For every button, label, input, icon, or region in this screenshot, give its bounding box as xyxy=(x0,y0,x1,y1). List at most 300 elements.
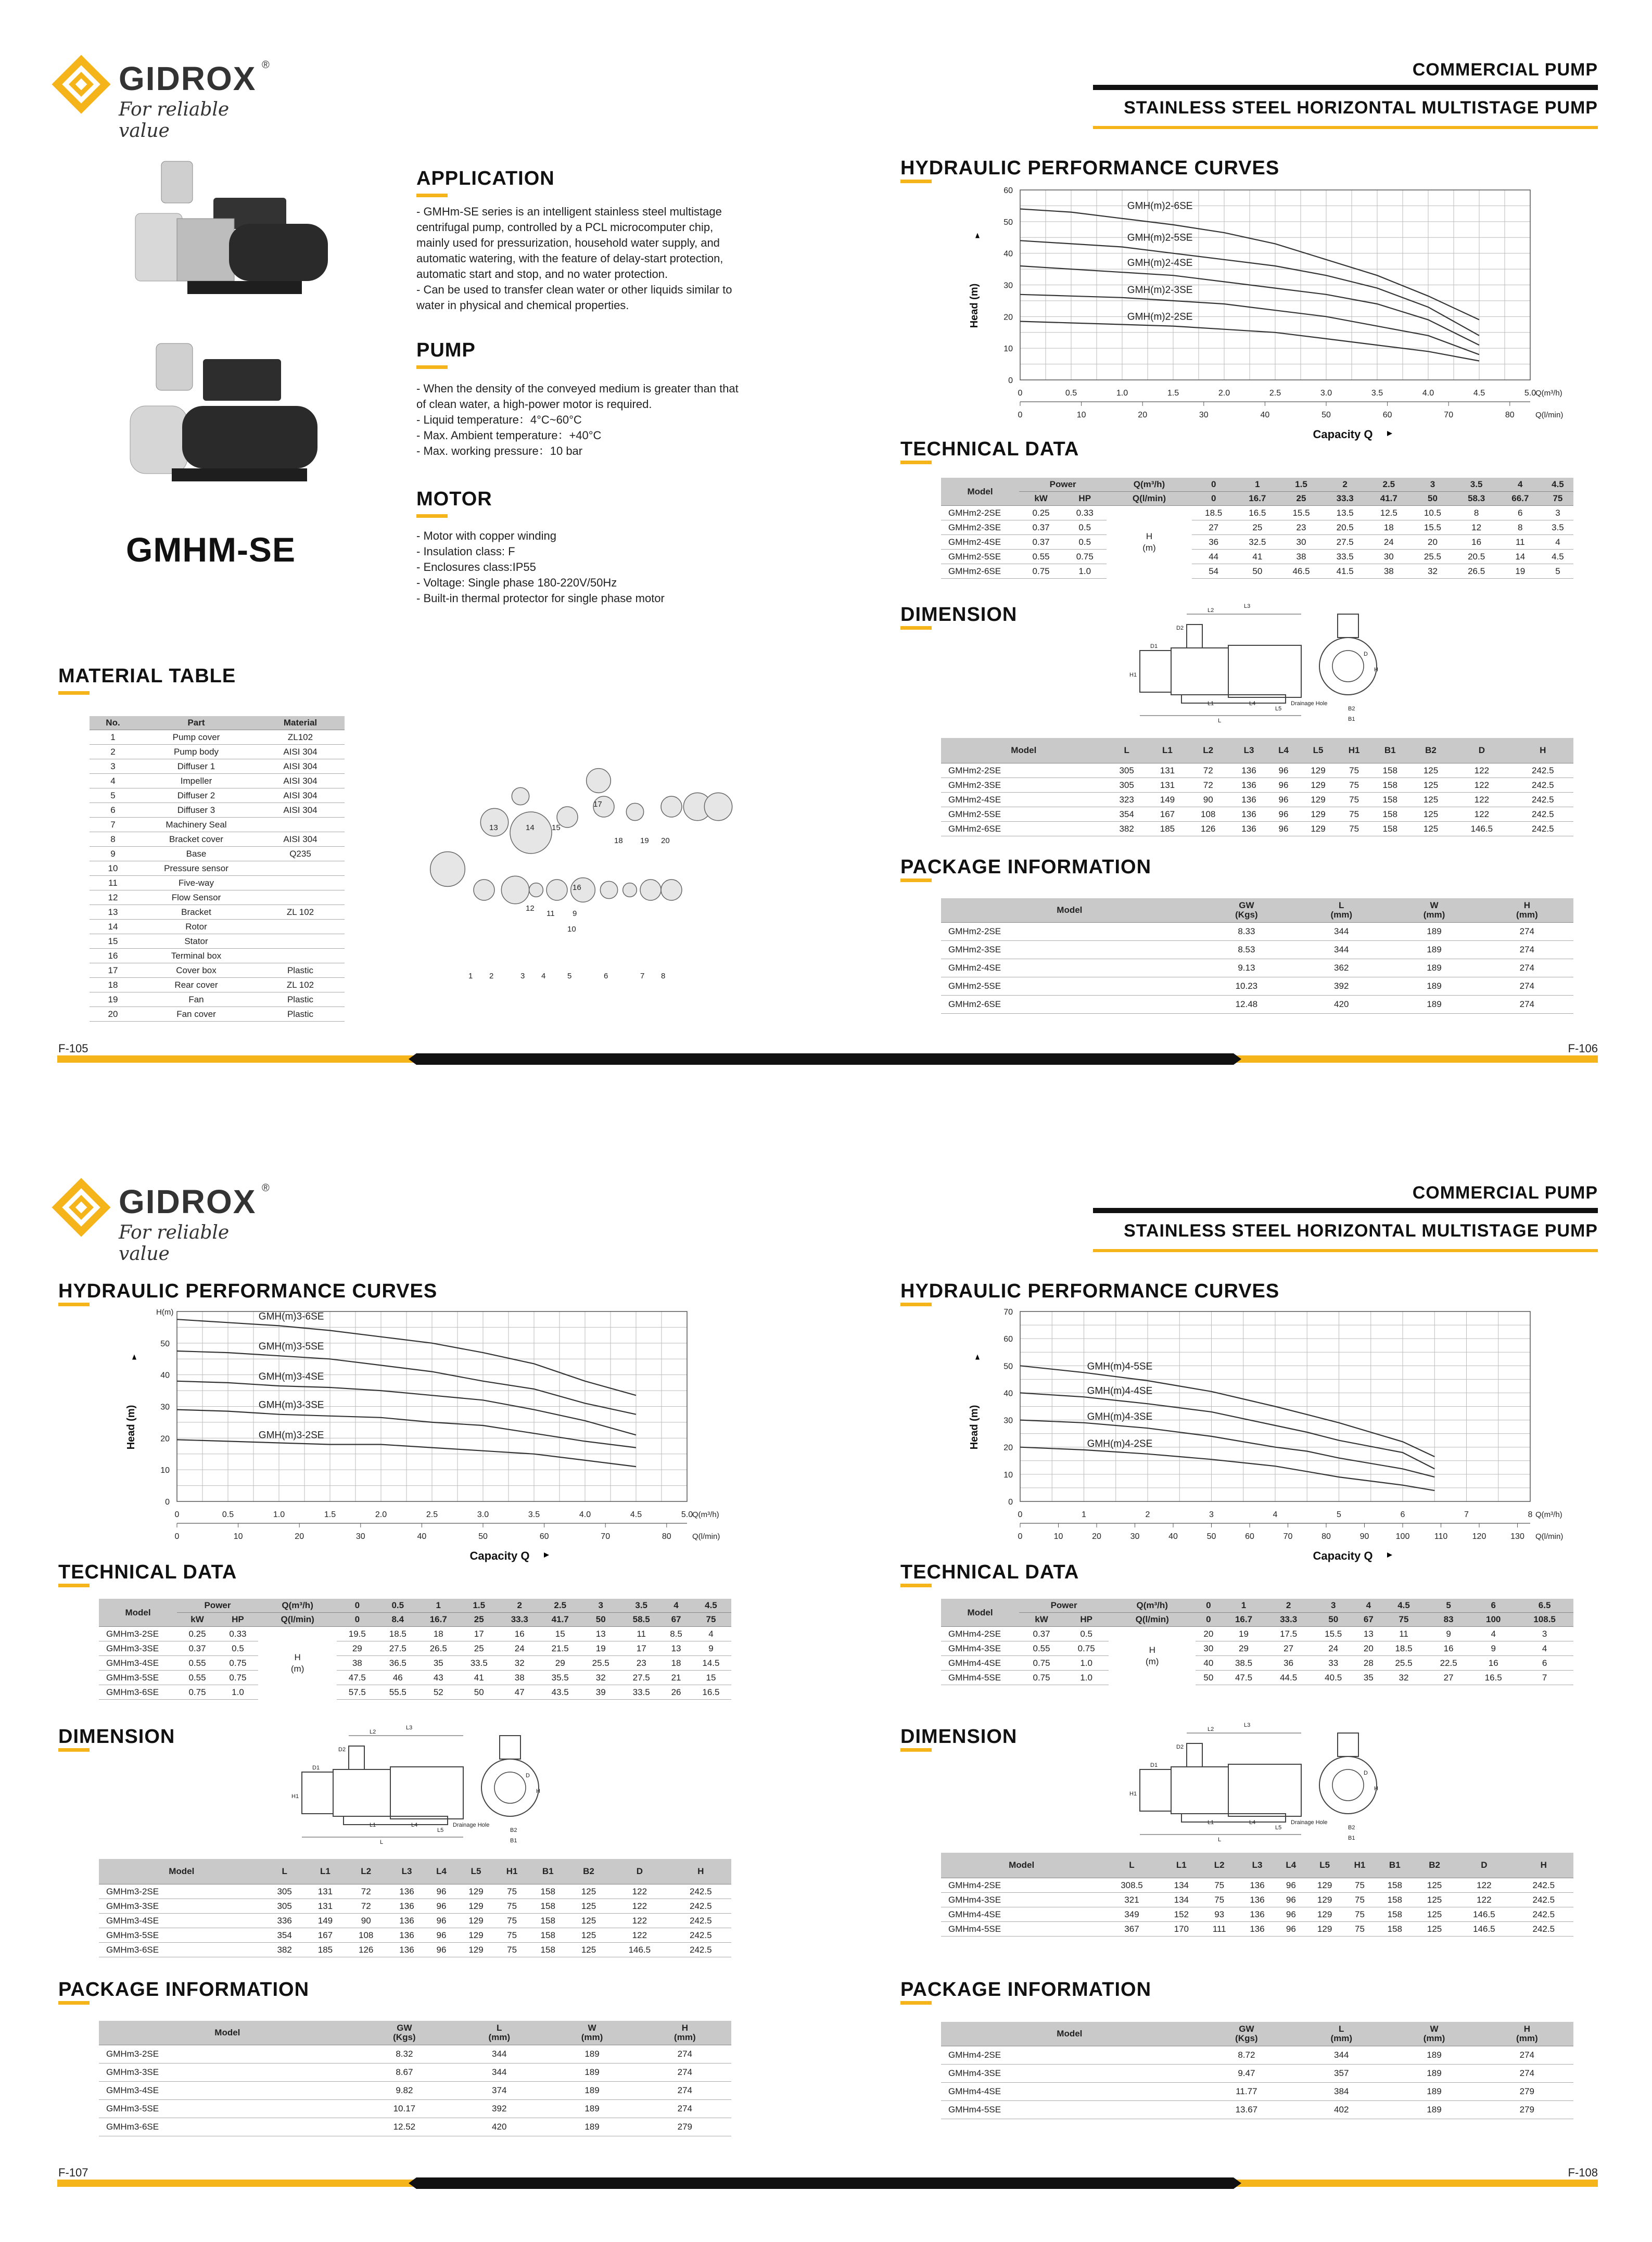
q-unit-label: Q(m³/h) xyxy=(1535,389,1562,398)
x-tick-label: 4.0 xyxy=(579,1510,591,1519)
application-text: - GMHm-SE series is an intelligent stainless steel multistage centrifugal pump, controlled by a PCL microcomputer chip, mainly used for pressurization, household water supply, and automatic watering, with the feature of delay-start protection, automatic start and stop, and no water protection. - Can be used to transfer clean water or other liquids similar to water in physical and chemical properties. xyxy=(416,205,732,312)
exploded-label: 20 xyxy=(661,836,670,845)
dim-label: L5 xyxy=(1275,1825,1282,1831)
dim-label: L3 xyxy=(1244,603,1251,609)
base xyxy=(344,1816,448,1825)
exploded-label: 2 xyxy=(489,972,494,980)
tech-row: GMHm4-3SE 0.55 0.75 30 29 27 24 20 18.5 16 9 4 xyxy=(941,1641,1573,1656)
side-view-inner xyxy=(1332,651,1364,682)
dim-label: B1 xyxy=(1348,716,1355,722)
x-tick-label: 4.0 xyxy=(1422,389,1434,398)
y-tick-label: 20 xyxy=(1003,313,1013,322)
y-tick-label: 50 xyxy=(1003,218,1013,227)
tech-row: GMHm3-2SE 0.25 0.33 H (m) 19.5 18.5 18 17 16 15 13 11 8.5 4 xyxy=(99,1627,731,1641)
dim-label: L2 xyxy=(1208,1726,1214,1733)
material-row: 9 Base Q235 xyxy=(90,847,345,861)
exploded-label: 6 xyxy=(604,972,608,980)
x2-tick-label: 110 xyxy=(1434,1532,1448,1541)
exploded-label: 10 xyxy=(567,925,576,934)
x-axis-label: Capacity Q xyxy=(1313,1549,1373,1562)
dim-label: H xyxy=(1374,1786,1378,1792)
dim-label: L4 xyxy=(411,1822,418,1828)
y-axis-arrow-icon xyxy=(975,1355,980,1360)
material-row: 8 Bracket cover AISI 304 xyxy=(90,832,345,847)
material-row: 5 Diffuser 2 AISI 304 xyxy=(90,788,345,803)
x2-tick-label: 30 xyxy=(1130,1532,1140,1541)
x2-tick-label: 70 xyxy=(1283,1532,1293,1541)
x2-tick-label: 60 xyxy=(1245,1532,1254,1541)
x2-tick-label: 50 xyxy=(1206,1532,1216,1541)
exploded-label: 8 xyxy=(661,972,666,980)
tech-row: GMHm2-2SE 0.25 0.33 H (m) 18.5 16.5 15.5 13.5 12.5 10.5 8 6 3 xyxy=(941,506,1573,520)
x2-tick-label: 20 xyxy=(1092,1532,1101,1541)
dim-label: B1 xyxy=(510,1838,517,1844)
lmin-unit-label: Q(l/min) xyxy=(1535,1532,1564,1541)
x-tick-label: 1.0 xyxy=(273,1510,285,1519)
material-row: 17 Cover box Plastic xyxy=(90,963,345,978)
y-tick-label: 0 xyxy=(165,1498,170,1507)
material-row: 14 Rotor xyxy=(90,920,345,934)
material-row: 20 Fan cover Plastic xyxy=(90,1007,345,1022)
exploded-part xyxy=(547,880,567,900)
x2-tick-label: 20 xyxy=(1138,411,1148,419)
pkg-row: GMHm2-6SE 12.48 420 189 274 xyxy=(941,996,1573,1014)
series-label: GMH(m)4-2SE xyxy=(1087,1438,1153,1449)
x-tick-label: 3.5 xyxy=(1371,389,1383,398)
dim-label: H xyxy=(1374,667,1378,673)
material-row: 7 Machinery Seal xyxy=(90,818,345,832)
dim-label: D xyxy=(526,1773,530,1779)
dim-label: Drainage Hole xyxy=(1291,700,1328,707)
motor-title: MOTOR xyxy=(416,488,492,510)
x2-tick-label: 80 xyxy=(662,1532,671,1541)
tech-row: GMHm2-5SE 0.55 0.75 44 41 38 33.5 30 25.5 20.5 14 4.5 xyxy=(941,550,1573,564)
y-tick-label: 10 xyxy=(160,1466,170,1475)
outlet xyxy=(1187,625,1202,648)
header-category: COMMERCIAL PUMP xyxy=(1412,60,1598,80)
exploded-label: 15 xyxy=(552,823,561,832)
dim-label: L2 xyxy=(1208,607,1214,614)
x-tick-label: 0 xyxy=(1018,1510,1023,1519)
pkg-row: GMHm2-4SE 9.13 362 189 274 xyxy=(941,959,1573,977)
x-tick-label: 4.5 xyxy=(630,1510,642,1519)
dim-label: H xyxy=(536,1788,540,1794)
tech-title-p107: TECHNICAL DATA xyxy=(58,1561,237,1583)
x-axis-arrow-icon xyxy=(1387,431,1392,436)
pkg-table-gmh4: Model GW (Kgs) L (mm) W (mm) H (mm) GMHm4-2SE 8.72 344 189 274 GMHm4-3SE 9.47 357 189 274 GMHm4-4SE 11.77 384 189 279 GMHm4-5SE 13.67 402 189 279 xyxy=(941,2022,1573,2119)
dim-row: GMHm3-6SE 382 185 126 136 96 129 75 158 125 146.5 242.5 xyxy=(99,1943,731,1957)
x2-tick-label: 70 xyxy=(601,1532,611,1541)
dim-label: L1 xyxy=(1208,1819,1214,1826)
y-tick-label: 40 xyxy=(160,1371,170,1380)
tech-table-gmh3: Model Power Q(m³/h) 0 0.5 1 1.5 2 2.5 3 3.5 4 4.5 kW HP Q(l/min) 0 8.4 16.7 25 33.3 41.7 50 58.5 67 75 GMHm3-2SE 0.25 0.33 H (m) 19.5 18.5 18 17 16 15 13 11 8.5 4 GMHm3-3SE 0.37 0.5 29 27.5 26.5 25 24 21.5 19 17 13 9 GMHm3-4SE 0.55 0.75 38 36.5 35 33.5 32 29 25.5 23 18 14.5 GMHm3-5SE 0.55 0.75 47.5 46 43 41 38 35.5 32 27.5 21 15 GMHm3-6SE 0.75 1.0 57.5 55.5 52 50 47 43.5 39 33.5 26 16.5 xyxy=(99,1599,731,1700)
material-row: 13 Bracket ZL 102 xyxy=(90,905,345,920)
motor-text: - Motor with copper winding - Insulation class: F - Enclosures class:IP55 - Voltage: Single phase 180-220V/50Hz - Built-in thermal protector for single phase motor xyxy=(416,529,665,605)
outlet xyxy=(1187,1743,1202,1767)
pkg-row: GMHm4-5SE 13.67 402 189 279 xyxy=(941,2101,1573,2119)
tech-row: GMHm3-5SE 0.55 0.75 47.5 46 43 41 38 35.5 32 27.5 21 15 xyxy=(99,1671,731,1685)
pkg-row: GMHm3-2SE 8.32 344 189 274 xyxy=(99,2045,731,2063)
page-number-106: F-106 xyxy=(1568,1042,1598,1055)
dim-label: D2 xyxy=(1176,625,1184,631)
dim-label: D1 xyxy=(312,1765,320,1771)
y-tick-label: 30 xyxy=(160,1403,170,1412)
tech-title-p108: TECHNICAL DATA xyxy=(900,1561,1079,1583)
pump-text: - When the density of the conveyed medium is greater than that of clean water, a high-power motor is required. - Liquid temperature：4°C~60°C - Max. Ambient temperature：+40°C - Max. working pressure：10 bar xyxy=(416,382,739,457)
dim-row: GMHm4-2SE 308.5 134 75 136 96 129 75 158 125 122 242.5 xyxy=(941,1878,1573,1893)
x-tick-label: 1 xyxy=(1082,1510,1086,1519)
material-row: 4 Impeller AISI 304 xyxy=(90,774,345,788)
dim-label: L xyxy=(1218,718,1222,724)
dimension-drawing xyxy=(281,1720,552,1845)
x-tick-label: 2 xyxy=(1145,1510,1150,1519)
dim-label: Drainage Hole xyxy=(1291,1819,1328,1826)
dim-label: L5 xyxy=(1275,706,1282,712)
tech-row: GMHm4-2SE 0.37 0.5 H (m) 20 19 17.5 15.5 13 11 9 4 3 xyxy=(941,1627,1573,1641)
x-tick-label: 4.5 xyxy=(1473,389,1485,398)
exploded-label: 11 xyxy=(547,909,555,918)
x-tick-label: 3.0 xyxy=(477,1510,489,1519)
footer-band-2 xyxy=(0,2175,1652,2191)
exploded-label: 14 xyxy=(526,823,535,832)
exploded-part xyxy=(600,881,617,898)
dim-row: GMHm4-5SE 367 170 111 136 96 129 75 158 125 146.5 242.5 xyxy=(941,1922,1573,1937)
dim-label: L xyxy=(1218,1837,1222,1843)
dim-title-p106: DIMENSION xyxy=(900,604,1018,626)
y-tick-label: 40 xyxy=(1003,1389,1013,1398)
exploded-label: 5 xyxy=(567,972,572,980)
header-subtitle-2: STAINLESS STEEL HORIZONTAL MULTISTAGE PUMP xyxy=(1124,1221,1598,1241)
brand-logo xyxy=(56,52,275,142)
material-row: 12 Flow Sensor xyxy=(90,890,345,905)
x-tick-label: 0.5 xyxy=(1065,389,1077,398)
dim-label: B1 xyxy=(1348,1835,1355,1841)
series-label: GMH(m)2-4SE xyxy=(1127,258,1193,269)
x2-tick-label: 80 xyxy=(1321,1532,1331,1541)
tech-row: GMHm2-4SE 0.37 0.5 36 32.5 30 27.5 24 20 16 11 4 xyxy=(941,535,1573,550)
x2-tick-label: 30 xyxy=(355,1532,365,1541)
series-label: GMH(m)2-3SE xyxy=(1127,284,1193,296)
x-tick-label: 6 xyxy=(1400,1510,1405,1519)
y-tick-label: 30 xyxy=(1003,281,1013,290)
base xyxy=(1181,695,1286,703)
x-tick-label: 3 xyxy=(1209,1510,1214,1519)
y-tick-label: 70 xyxy=(1003,1308,1013,1317)
y-tick-label: 10 xyxy=(1003,345,1013,354)
tech-row: GMHm2-6SE 0.75 1.0 54 50 46.5 41.5 38 32 26.5 19 5 xyxy=(941,564,1573,579)
pkg-row: GMHm3-4SE 9.82 374 189 274 xyxy=(99,2082,731,2100)
y-tick-label: 50 xyxy=(160,1339,170,1348)
series-label: GMH(m)3-6SE xyxy=(258,1311,324,1322)
x-axis-arrow-icon xyxy=(544,1552,549,1558)
x2-tick-label: 60 xyxy=(539,1532,549,1541)
x2-tick-label: 0 xyxy=(174,1532,180,1541)
exploded-label: 7 xyxy=(640,972,645,980)
exploded-label: 9 xyxy=(573,909,577,918)
dim-row: GMHm3-3SE 305 131 72 136 96 129 75 158 125 122 242.5 xyxy=(99,1899,731,1914)
exploded-view-diagram xyxy=(396,760,739,994)
x-tick-label: 1.0 xyxy=(1116,389,1128,398)
dim-label: B2 xyxy=(1348,1825,1355,1831)
x2-tick-label: 120 xyxy=(1472,1532,1486,1541)
dim-table-gmh4: Model L L1 L2 L3 L4 L5 H1 B1 B2 D H GMHm4-2SE 308.5 134 75 136 96 129 75 158 125 122 242.5 GMHm4-3SE 321 134 75 136 96 129 75 158 125 122 242.5 GMHm4-4SE 349 152 93 136 96 129 75 158 125 146.5 242.5 GMHm4-5SE 367 170 111 136 96 129 75 158 125 146.5 242.5 xyxy=(941,1853,1573,1937)
pkg-row: GMHm2-3SE 8.53 344 189 274 xyxy=(941,941,1573,959)
side-view xyxy=(1319,638,1377,695)
series-label: GMH(m)2-2SE xyxy=(1127,311,1193,323)
pump-photo-2 xyxy=(120,338,344,494)
tech-row: GMHm3-6SE 0.75 1.0 57.5 55.5 52 50 47 43.5 39 33.5 26 16.5 xyxy=(99,1685,731,1700)
y-axis-label: Head (m) xyxy=(125,1405,137,1450)
exploded-label: 16 xyxy=(573,883,581,892)
tech-table-gmh4: Model Power Q(m³/h) 0 1 2 3 4 4.5 5 6 6.5 kW HP Q(l/min) 0 16.7 33.3 50 67 75 83 100 108.5 GMHm4-2SE 0.37 0.5 H (m) 20 19 17.5 15.5 13 11 9 4 3 GMHm4-3SE 0.55 0.75 30 29 27 24 20 18.5 16 9 4 GMHm4-4SE 0.75 1.0 40 38.5 36 33 28 25.5 22.5 16 6 GMHm4-5SE 0.75 1.0 50 47.5 44.5 40.5 35 32 27 16.5 7 xyxy=(941,1599,1573,1685)
lmin-unit-label: Q(l/min) xyxy=(692,1532,720,1541)
dim-label: Drainage Hole xyxy=(453,1822,490,1828)
dim-table-gmh2: Model L L1 L2 L3 L4 L5 H1 B1 B2 D H GMHm2-2SE 305 131 72 136 96 129 75 158 125 122 242.5 GMHm2-3SE 305 131 72 136 96 129 75 158 125 122 242.5 GMHm2-4SE 323 149 90 136 96 129 75 158 125 122 242.5 GMHm2-5SE 354 167 108 136 96 129 75 158 125 122 242.5 GMHm2-6SE 382 185 126 136 96 129 75 158 125 146.5 242.5 xyxy=(941,738,1573,836)
x-tick-label: 0 xyxy=(174,1510,180,1519)
material-row: 16 Terminal box xyxy=(90,949,345,963)
x-tick-label: 1.5 xyxy=(324,1510,336,1519)
hyd-title-p108: HYDRAULIC PERFORMANCE CURVES xyxy=(900,1280,1280,1302)
q-unit-label: Q(m³/h) xyxy=(1535,1510,1562,1519)
dim-row: GMHm3-2SE 305 131 72 136 96 129 75 158 125 122 242.5 xyxy=(99,1884,731,1899)
series-line xyxy=(1020,1447,1434,1491)
x-tick-label: 1.5 xyxy=(1167,389,1179,398)
x-axis-arrow-icon xyxy=(1387,1552,1392,1558)
y-tick-label: 10 xyxy=(1003,1470,1013,1480)
y-tick-label: 50 xyxy=(1003,1362,1013,1371)
dim-row: GMHm3-5SE 354 167 108 136 96 129 75 158 125 122 242.5 xyxy=(99,1928,731,1943)
pump-inlet xyxy=(1140,651,1171,692)
x-tick-label: 0 xyxy=(1018,389,1023,398)
pkg-row: GMHm2-2SE 8.33 344 189 274 xyxy=(941,923,1573,941)
dim-table-gmh3: Model L L1 L2 L3 L4 L5 H1 B1 B2 D H GMHm3-2SE 305 131 72 136 96 129 75 158 125 122 242.5 GMHm3-3SE 305 131 72 136 96 129 75 158 125 122 242.5 GMHm3-4SE 336 149 90 136 96 129 75 158 125 122 242.5 GMHm3-5SE 354 167 108 136 96 129 75 158 125 122 242.5 GMHm3-6SE 382 185 126 136 96 129 75 158 125 146.5 242.5 xyxy=(99,1859,731,1957)
header-subtitle: STAINLESS STEEL HORIZONTAL MULTISTAGE PUMP xyxy=(1124,98,1598,118)
exploded-part xyxy=(474,880,494,900)
material-title: MATERIAL TABLE xyxy=(58,665,236,687)
exploded-label: 4 xyxy=(541,972,546,980)
x2-tick-label: 30 xyxy=(1199,411,1209,419)
pkg-row: GMHm2-5SE 10.23 392 189 274 xyxy=(941,977,1573,996)
dim-row: GMHm2-2SE 305 131 72 136 96 129 75 158 125 122 242.5 xyxy=(941,763,1573,778)
x-tick-label: 3.5 xyxy=(528,1510,540,1519)
header-accent xyxy=(1093,126,1598,129)
series-label: GMH(m)4-3SE xyxy=(1087,1411,1153,1422)
x2-tick-label: 130 xyxy=(1510,1532,1524,1541)
dim-label: D2 xyxy=(338,1747,346,1753)
exploded-label: 1 xyxy=(468,972,473,980)
x-tick-label: 8 xyxy=(1528,1510,1533,1519)
side-outlet xyxy=(500,1736,520,1759)
y-tick-label: 0 xyxy=(1008,1498,1013,1507)
series-label: GMH(m)2-5SE xyxy=(1127,232,1193,244)
dim-label: L1 xyxy=(370,1822,376,1828)
exploded-part xyxy=(640,880,661,900)
x2-tick-label: 80 xyxy=(1505,411,1515,419)
x2-tick-label: 60 xyxy=(1382,411,1392,419)
y-axis-arrow-icon xyxy=(132,1355,136,1360)
series-label: GMH(m)3-4SE xyxy=(258,1371,324,1382)
exploded-label: 13 xyxy=(489,823,498,832)
series-label: GMH(m)4-4SE xyxy=(1087,1385,1153,1397)
series-label: GMH(m)3-5SE xyxy=(258,1341,324,1353)
dim-label: D xyxy=(1364,651,1368,657)
y-tick-label: 0 xyxy=(1008,376,1013,385)
dim-row: GMHm2-4SE 323 149 90 136 96 129 75 158 125 122 242.5 xyxy=(941,793,1573,807)
series-label: GMH(m)2-6SE xyxy=(1127,200,1193,212)
material-row: 1 Pump cover ZL102 xyxy=(90,730,345,745)
page-number-108: F-108 xyxy=(1568,2166,1598,2179)
header-category-2: COMMERCIAL PUMP xyxy=(1412,1183,1598,1203)
pump-body xyxy=(1171,1767,1228,1814)
y-tick-label: 40 xyxy=(1003,249,1013,259)
pkg-row: GMHm3-3SE 8.67 344 189 274 xyxy=(99,2063,731,2082)
series-line xyxy=(1020,1393,1434,1469)
dimension-drawing xyxy=(1119,598,1390,723)
q-unit-label: Q(m³/h) xyxy=(692,1510,719,1519)
hyd-title-p106: HYDRAULIC PERFORMANCE CURVES xyxy=(900,157,1280,179)
tech-row: GMHm2-3SE 0.37 0.5 27 25 23 20.5 18 15.5 12 8 3.5 xyxy=(941,520,1573,535)
dim-row: GMHm4-4SE 349 152 93 136 96 129 75 158 125 146.5 242.5 xyxy=(941,1907,1573,1922)
dim-label: L4 xyxy=(1249,700,1256,707)
x2-tick-label: 40 xyxy=(417,1532,427,1541)
series-line xyxy=(1020,1420,1434,1477)
exploded-part xyxy=(430,852,465,887)
material-row: 15 Stator xyxy=(90,934,345,949)
dim-title-p108: DIMENSION xyxy=(900,1726,1018,1748)
material-row: 2 Pump body AISI 304 xyxy=(90,745,345,759)
dim-row: GMHm3-4SE 336 149 90 136 96 129 75 158 125 122 242.5 xyxy=(99,1914,731,1928)
motor xyxy=(1228,645,1301,697)
brand-reg: ® xyxy=(262,59,270,71)
model-title: GMHM-SE xyxy=(126,530,296,569)
series-label: GMH(m)3-3SE xyxy=(258,1399,324,1411)
material-row: 10 Pressure sensor xyxy=(90,861,345,876)
exploded-part xyxy=(704,793,732,820)
brand-name: GIDROX xyxy=(119,60,257,97)
x-tick-label: 0.5 xyxy=(222,1510,234,1519)
pkg-row: GMHm4-4SE 11.77 384 189 279 xyxy=(941,2083,1573,2101)
x2-tick-label: 40 xyxy=(1260,411,1270,419)
pump-title: PUMP xyxy=(416,339,476,361)
exploded-part xyxy=(510,812,552,854)
tech-row: GMHm4-4SE 0.75 1.0 40 38.5 36 33 28 25.5 22.5 16 6 xyxy=(941,1656,1573,1671)
exploded-label: 17 xyxy=(593,800,602,809)
dim-label: D xyxy=(1364,1770,1368,1776)
side-view xyxy=(481,1759,539,1816)
pkg-row: GMHm3-6SE 12.52 420 189 279 xyxy=(99,2118,731,2136)
pkg-title-p108: PACKAGE INFORMATION xyxy=(900,1979,1152,2001)
x-tick-label: 2.0 xyxy=(375,1510,387,1519)
x-axis-label: Capacity Q xyxy=(1313,428,1373,441)
pkg-row: GMHm4-2SE 8.72 344 189 274 xyxy=(941,2046,1573,2065)
tech-table-gmh2: Model Power Q(m³/h) 0 1 1.5 2 2.5 3 3.5 4 4.5 kW HP Q(l/min) 0 16.7 25 33.3 41.7 50 58.3 66.7 75 GMHm2-2SE 0.25 0.33 H (m) 18.5 16.5 15.5 13.5 12.5 10.5 8 6 3 GMHm2-3SE 0.37 0.5 27 25 23 20.5 18 15.5 12 8 3.5 GMHm2-4SE 0.37 0.5 36 32.5 30 27.5 24 20 16 11 4 GMHm2-5SE 0.55 0.75 44 41 38 33.5 30 25.5 20.5 14 4.5 GMHm2-6SE 0.75 1.0 54 50 46.5 41.5 38 32 26.5 19 5 xyxy=(941,478,1573,579)
dim-row: GMHm2-5SE 354 167 108 136 96 129 75 158 125 122 242.5 xyxy=(941,807,1573,822)
series-label: GMH(m)3-2SE xyxy=(258,1430,324,1441)
pkg-row: GMHm4-3SE 9.47 357 189 274 xyxy=(941,2065,1573,2083)
material-row: 11 Five-way xyxy=(90,876,345,890)
exploded-part xyxy=(661,796,682,817)
outlet xyxy=(349,1746,364,1769)
dim-label: L3 xyxy=(1244,1722,1251,1728)
exploded-part xyxy=(626,803,643,820)
exploded-part xyxy=(587,769,611,793)
x2-tick-label: 0 xyxy=(1018,411,1023,419)
tech-row: GMHm3-4SE 0.55 0.75 38 36.5 35 33.5 32 29 25.5 23 18 14.5 xyxy=(99,1656,731,1671)
pump-body xyxy=(333,1769,390,1816)
brand-logo-2: GIDROX ® For reliable value xyxy=(56,1175,275,1248)
dim-title-p107: DIMENSION xyxy=(58,1726,175,1748)
side-view xyxy=(1319,1756,1377,1814)
dim-label: H1 xyxy=(1129,672,1137,678)
y-tick-label: 60 xyxy=(1003,186,1013,195)
pkg-table-gmh2: Model GW (Kgs) L (mm) W (mm) H (mm) GMHm2-2SE 8.33 344 189 274 GMHm2-3SE 8.53 344 189 274 GMHm2-4SE 9.13 362 189 274 GMHm2-5SE 10.23 392 189 274 GMHm2-6SE 12.48 420 189 274 xyxy=(941,898,1573,1014)
dim-label: D1 xyxy=(1150,1762,1158,1768)
motor xyxy=(1228,1764,1301,1816)
dim-label: H1 xyxy=(1129,1791,1137,1797)
pump-inlet xyxy=(302,1772,333,1814)
tech-row: GMHm4-5SE 0.75 1.0 50 47.5 44.5 40.5 35 32 27 16.5 7 xyxy=(941,1671,1573,1685)
x2-tick-label: 40 xyxy=(1168,1532,1178,1541)
dim-label: L xyxy=(380,1839,384,1845)
x-tick-label: 3.0 xyxy=(1320,389,1332,398)
x-tick-label: 2.5 xyxy=(426,1510,438,1519)
y-axis-label: Head (m) xyxy=(969,1405,980,1450)
x2-tick-label: 50 xyxy=(478,1532,488,1541)
x-tick-label: 2.5 xyxy=(1269,389,1281,398)
motor xyxy=(390,1767,463,1819)
y-tick-label: 30 xyxy=(1003,1416,1013,1425)
side-outlet xyxy=(1338,614,1358,638)
x2-tick-label: 50 xyxy=(1321,411,1331,419)
tech-row: GMHm3-3SE 0.37 0.5 29 27.5 26.5 25 24 21.5 19 17 13 9 xyxy=(99,1641,731,1656)
brand-tagline: For reliable value xyxy=(119,99,230,142)
lmin-unit-label: Q(l/min) xyxy=(1535,411,1564,419)
material-row: 18 Rear cover ZL 102 xyxy=(90,978,345,992)
x2-tick-label: 10 xyxy=(233,1532,243,1541)
page-number-105: F-105 xyxy=(58,1042,88,1055)
material-row: 3 Diffuser 1 AISI 304 xyxy=(90,759,345,774)
dim-label: B2 xyxy=(1348,706,1355,712)
material-row: 6 Diffuser 3 AISI 304 xyxy=(90,803,345,818)
exploded-part xyxy=(512,787,529,805)
dim-label: B2 xyxy=(510,1827,517,1833)
x2-tick-label: 90 xyxy=(1359,1532,1369,1541)
x-tick-label: 2.0 xyxy=(1218,389,1230,398)
exploded-label: 19 xyxy=(640,836,649,845)
exploded-part xyxy=(623,883,637,897)
x2-tick-label: 70 xyxy=(1444,411,1454,419)
pump-inlet xyxy=(1140,1769,1171,1811)
dim-label: D2 xyxy=(1176,1744,1184,1750)
chart-gmh4 xyxy=(952,1304,1564,1562)
x-axis-label: Capacity Q xyxy=(469,1549,530,1562)
dim-label: L3 xyxy=(406,1725,413,1731)
dim-row: GMHm2-6SE 382 185 126 136 96 129 75 158 125 146.5 242.5 xyxy=(941,822,1573,836)
x2-tick-label: 100 xyxy=(1395,1532,1410,1541)
exploded-part xyxy=(529,883,543,897)
exploded-part xyxy=(661,880,682,900)
series-label: GMH(m)4-5SE xyxy=(1087,1361,1153,1372)
pkg-title-p107: PACKAGE INFORMATION xyxy=(58,1979,310,2001)
base xyxy=(1181,1814,1286,1822)
header-divider xyxy=(1093,85,1598,90)
dim-label: L2 xyxy=(370,1729,376,1735)
dim-row: GMHm4-3SE 321 134 75 136 96 129 75 158 125 122 242.5 xyxy=(941,1893,1573,1907)
exploded-label: 3 xyxy=(520,972,525,980)
exploded-label: 12 xyxy=(526,904,535,913)
exploded-label: 18 xyxy=(614,836,623,845)
dim-label: H1 xyxy=(291,1793,299,1800)
